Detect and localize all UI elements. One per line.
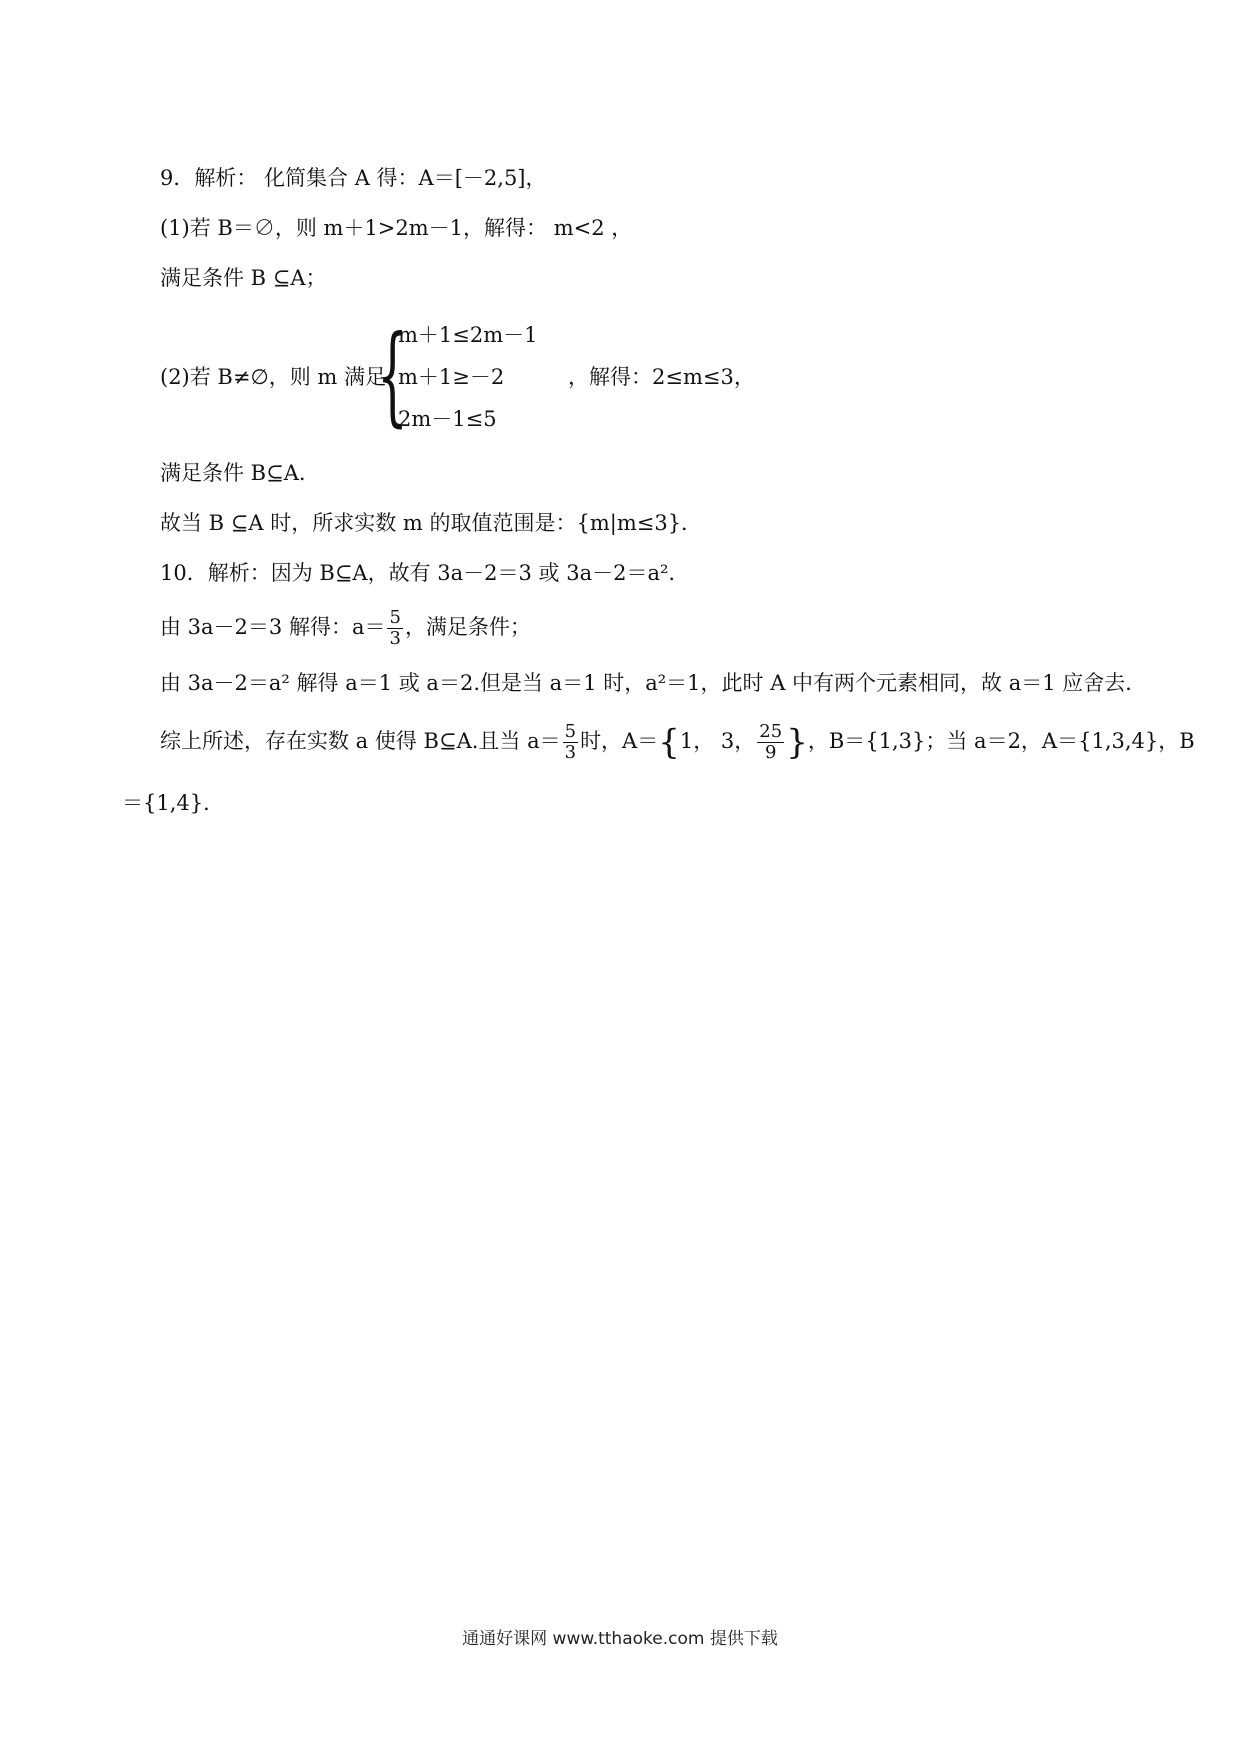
p9-conclusion: 故当 B ⊆A 时，所求实数 m 的取值范围是：{m|m≤3}．	[160, 511, 703, 535]
p10-summary	[160, 722, 1195, 763]
p10-step1-prefix: 由 3a－2＝3 解得：a＝	[160, 615, 386, 639]
p9-intro: 9．解析： 化简集合 A 得：A＝[－2,5]，	[160, 166, 547, 190]
p10-intro: 10．解析：因为 B⊆A，故有 3a－2＝3 或 3a－2＝a².	[160, 561, 676, 585]
fraction-5-3: $\frac{5}{3}$	[389, 607, 401, 649]
fraction-5-3-summary: $\frac{5}{3}$	[564, 721, 577, 763]
system-line-3: 2m－1≤5	[398, 407, 497, 431]
p9-case2-suffix: ，解得：2≤m≤3，	[568, 365, 755, 389]
p9-case1-condition: 满足条件 B ⊆A；	[160, 266, 327, 290]
fraction-25-9: $\frac{25}{9}$	[759, 721, 783, 763]
set-open-brace: {	[658, 722, 680, 763]
system-line-1: m＋1≤2m－1	[398, 323, 538, 347]
p10-summary-tail: ，B＝{1,3}；当 a＝2，A＝{1,3,4}，B	[807, 729, 1195, 753]
p10-step2: 由 3a－2＝a² 解得 a＝1 或 a＝2.但是当 a＝1 时，a²＝1，此时 A 中有两个元素相同，故 a＝1 应舍去．	[160, 671, 1147, 695]
footer-watermark: 通通好课网 www.tthaoke.com 提供下载	[462, 1629, 778, 1649]
p10-summary-mid: 时，A＝	[580, 729, 659, 753]
system-brace: {	[377, 313, 408, 438]
system-line-2: m＋1≥－2	[398, 365, 505, 389]
p10-summary-prefix: 综上所述，存在实数 a 使得 B⊆A.且当 a＝	[160, 729, 561, 753]
p9-case1: (1)若 B＝∅，则 m＋1>2m－1，解得： m<2 ，	[160, 216, 633, 240]
set-close-brace: }	[786, 722, 808, 763]
p10-summary-end: ＝{1,4}．	[122, 791, 225, 815]
p10-step1	[160, 608, 531, 649]
p10-step1-suffix: ，满足条件；	[404, 615, 531, 639]
set-items: 1， 3，	[679, 729, 756, 753]
p9-case2-condition: 满足条件 B⊆A.	[160, 461, 306, 485]
p9-case2-prefix: (2)若 B≠∅，则 m 满足	[160, 365, 387, 389]
